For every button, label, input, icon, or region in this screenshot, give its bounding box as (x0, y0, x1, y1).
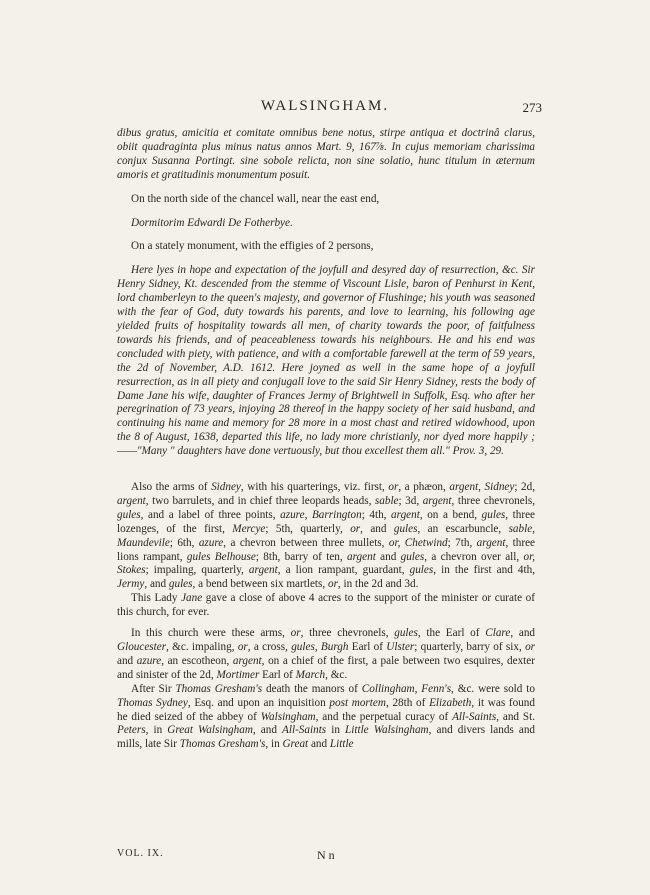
text-segment: or, Stokes (117, 550, 536, 577)
running-head: WALSINGHAM. (260, 98, 390, 114)
text-segment: post mortem (329, 696, 386, 709)
text-segment: ; 5th, quarterly, (265, 522, 351, 535)
text-segment: Jane (181, 592, 203, 605)
text-segment: , three chevronels, (300, 627, 395, 640)
text-segment: All-Saints (452, 710, 497, 723)
text-segment: Thomas Sydney (117, 696, 188, 709)
text-segment: In this church were these arms, (131, 627, 291, 640)
text-segment: , in (145, 724, 168, 737)
text-segment: , &c. were sold to (451, 682, 535, 695)
text-segment: Elizabeth (429, 696, 472, 709)
text-segment: Ulster (386, 641, 415, 653)
text-segment: , and divers lands and mills, late Sir (117, 724, 536, 751)
text-segment: , &c. (325, 668, 348, 681)
text-segment: Great Walsingham (167, 724, 253, 737)
text-segment: and (117, 654, 137, 667)
text-segment: , and (252, 724, 283, 737)
text-segment: or (350, 522, 361, 535)
lady-jane-paragraph (117, 592, 535, 620)
text-segment: On the north side of the chancel wall, near the east end, (131, 192, 380, 205)
text-segment: in (326, 724, 346, 737)
text-segment: or (237, 641, 248, 653)
text-segment: , three chevronels, (451, 494, 535, 507)
text-segment: , a phæon, (398, 481, 450, 494)
sidney-epitaph (117, 264, 535, 459)
text-segment: Great (282, 738, 309, 751)
text-segment: dibus gratus, amicitia et comitate omnibus bene notus, stirpe antiqua et doctrinâ clarus, obiit quadraginta plus minus natus annos Mart. 9, 167⅞. In cujus memoriam charissima conjux Susanna Portingt. sine sobole relicta, non sine solatio, hunc titulum in æternum amoris et gratitudinis monumentum posuit. (117, 127, 535, 181)
text-segment: gules (117, 508, 141, 521)
text-segment: Walsingham (260, 710, 316, 723)
text-segment: , in the first and 4th, (433, 564, 535, 577)
gresham-paragraph (117, 683, 535, 753)
text-segment: gave a close of above 4 acres to the support of the minister or curate of this church, for ever. (117, 592, 535, 619)
text-segment: Also the arms of (131, 481, 212, 494)
text-segment: gules Belhouse (186, 550, 256, 563)
text-segment: , an escarbuncle, (417, 522, 509, 535)
text-segment: Gloucester (117, 641, 167, 653)
text-segment: Clare (485, 627, 511, 640)
sidney-arms-paragraph (117, 481, 535, 592)
text-segment: or (327, 578, 338, 591)
text-segment: Thomas Gresham's (175, 682, 263, 695)
church-arms-paragraph (117, 627, 535, 683)
text-segment: , and (510, 627, 536, 640)
text-segment: Peters (117, 724, 146, 737)
text-segment: gules (168, 578, 193, 591)
text-segment: , and the perpetual curacy of (315, 710, 453, 723)
text-segment: argent, Sidney (449, 481, 515, 494)
text-segment: , two barrulets, and in chief three leopards heads, (145, 494, 375, 507)
text-segment: argent (476, 536, 506, 549)
text-segment: argent (232, 654, 262, 667)
text-segment: Mortimer (216, 668, 260, 681)
monument-note (117, 240, 535, 254)
body-text (117, 127, 535, 752)
text-segment: , a cross, (247, 641, 292, 653)
text-segment: , in the 2d and 3d. (337, 578, 419, 591)
text-segment: , 28th of (385, 696, 430, 709)
fotherbye-inscription (117, 217, 535, 231)
text-segment: , three lozenges, of the first, (117, 508, 536, 535)
text-segment: gules (409, 564, 434, 577)
text-segment: Little (329, 738, 354, 751)
text-segment: and (308, 738, 330, 751)
text-segment: gules (394, 627, 418, 640)
text-segment: or (290, 627, 301, 640)
text-segment: argent (248, 564, 278, 577)
text-segment: Little Walsingham (345, 724, 429, 737)
text-segment: ; 7th, (447, 536, 477, 549)
text-segment: , and St. (496, 710, 536, 723)
text-segment: ; quarterly, barry of six, (414, 641, 526, 653)
text-segment: , Esq. and upon an inquisition (187, 696, 330, 709)
text-segment: ; 8th, barry of ten, (255, 550, 348, 563)
text-segment: , and (144, 578, 169, 591)
text-segment: ; 3d, (398, 494, 423, 507)
text-segment: , an escotheon, (161, 654, 233, 667)
text-segment: and (375, 550, 401, 563)
text-segment: , a chevron between three mullets, (223, 536, 389, 549)
text-segment: azure, Barrington (280, 508, 362, 521)
text-segment: ; 6th, (169, 536, 199, 549)
text-segment: ; 2d, (514, 481, 536, 494)
text-segment: This Lady (131, 592, 182, 605)
text-segment: or (525, 641, 536, 653)
text-segment: argent (117, 494, 146, 507)
signature-mark: N n (317, 848, 335, 862)
text-segment: , it was found he died seized of the abbey of (117, 696, 535, 723)
text-segment: azure (136, 654, 162, 667)
text-segment: death the manors of (262, 682, 362, 695)
text-segment: Mercye (232, 522, 266, 535)
text-segment: Thomas Gresham's (179, 738, 266, 751)
text-segment: All-Saints (282, 724, 327, 737)
text-segment: Earl of (348, 641, 387, 653)
text-segment: Collingham, Fenn's (361, 682, 452, 695)
text-segment: , with his quarterings, viz. first, (240, 481, 389, 494)
text-segment: Earl of (259, 668, 296, 681)
page-header (0, 98, 650, 118)
text-segment: , three lions rampant, (117, 536, 536, 563)
text-segment: After Sir (131, 682, 176, 695)
text-segment: , on a bend, (419, 508, 482, 521)
text-segment: argent (391, 508, 420, 521)
text-segment: March (295, 668, 326, 681)
text-segment: gules, Burgh (291, 641, 349, 653)
text-segment: , and (360, 522, 394, 535)
latin-epitaph-continuation (117, 127, 535, 183)
text-segment: , on a chief of the first, a pale between two esquires, dexter and sinister of the 2d, (117, 654, 535, 681)
text-segment: or (388, 481, 399, 494)
text-segment: On a stately monument, with the effigies of 2 persons, (131, 240, 374, 253)
text-segment: , in (265, 738, 283, 751)
text-segment: gules (481, 508, 506, 521)
text-segment: Sidney (211, 481, 241, 494)
text-segment: sable, Maundevile (117, 522, 535, 549)
text-segment: or, Chetwind (388, 536, 448, 549)
text-segment: argent (347, 550, 376, 563)
page-number: 273 (522, 100, 542, 115)
text-segment: , a bend between six martlets, (192, 578, 328, 591)
text-segment: sable (374, 494, 399, 507)
text-segment: ; impaling, quarterly, (145, 564, 249, 577)
text-segment: azure (198, 536, 224, 549)
text-segment: , &c. impaling, (166, 641, 238, 653)
text-segment: , the Earl of (417, 627, 486, 640)
north-wall-note (117, 193, 535, 207)
text-segment: Dormitorim Edwardi De Fotherbye. (131, 216, 293, 229)
text-segment: argent (422, 494, 452, 507)
text-segment: , a lion rampant, guardant, (277, 564, 410, 577)
text-segment: gules (393, 522, 418, 535)
text-segment: , a chevron over all, (424, 550, 524, 563)
text-segment: , and a label of three points, (140, 508, 281, 521)
text-segment: gules (400, 550, 425, 563)
text-segment: ; 4th, (361, 508, 392, 521)
text-segment: Here lyes in hope and expectation of the joyfull and desyred day of resurrection, &c. Sir Henry Sidney, Kt. descended from the stemme of Viscount Lisle, baron of Penhurst in Kent, lord chamberleyn to the queen's majesty, and governor of Flushinge; his youth was seasoned with the fear of God, duty towards his parents, and love to learning, his following age yielded fruits of hospitality towards all men, of charity towards the poor, of faitfulness towards his friends, and of peaceableness towards his neighbours. He and his end was concluded with piety, with patience, and with a comfortable farewell at the term of 59 years, the 2d of November, A.D. 1612. Here joyned as well in the same hope of a joyfull resurrection, as in all piety and conjugall love to the said Sir Henry Sidney, rests the body of Dame Jane his wife, daughter of Frances Jermy of Brightwell in Suffolk, Esq. who after her peregrination of 73 years, injoying 28 thereof in the happy society of her said husband, and continuing his name and memory for 28 more in a most chast and retired widowhood, upon the 8 of August, 1638, departed this life, no lady more christianly, nor dyed more happily ;——"Many " daughters have done vertuously, but thou excellest them all." Prov. 3, 29. (117, 264, 535, 458)
volume-label: VOL. IX. (117, 848, 164, 859)
text-segment: Jermy (117, 578, 145, 591)
